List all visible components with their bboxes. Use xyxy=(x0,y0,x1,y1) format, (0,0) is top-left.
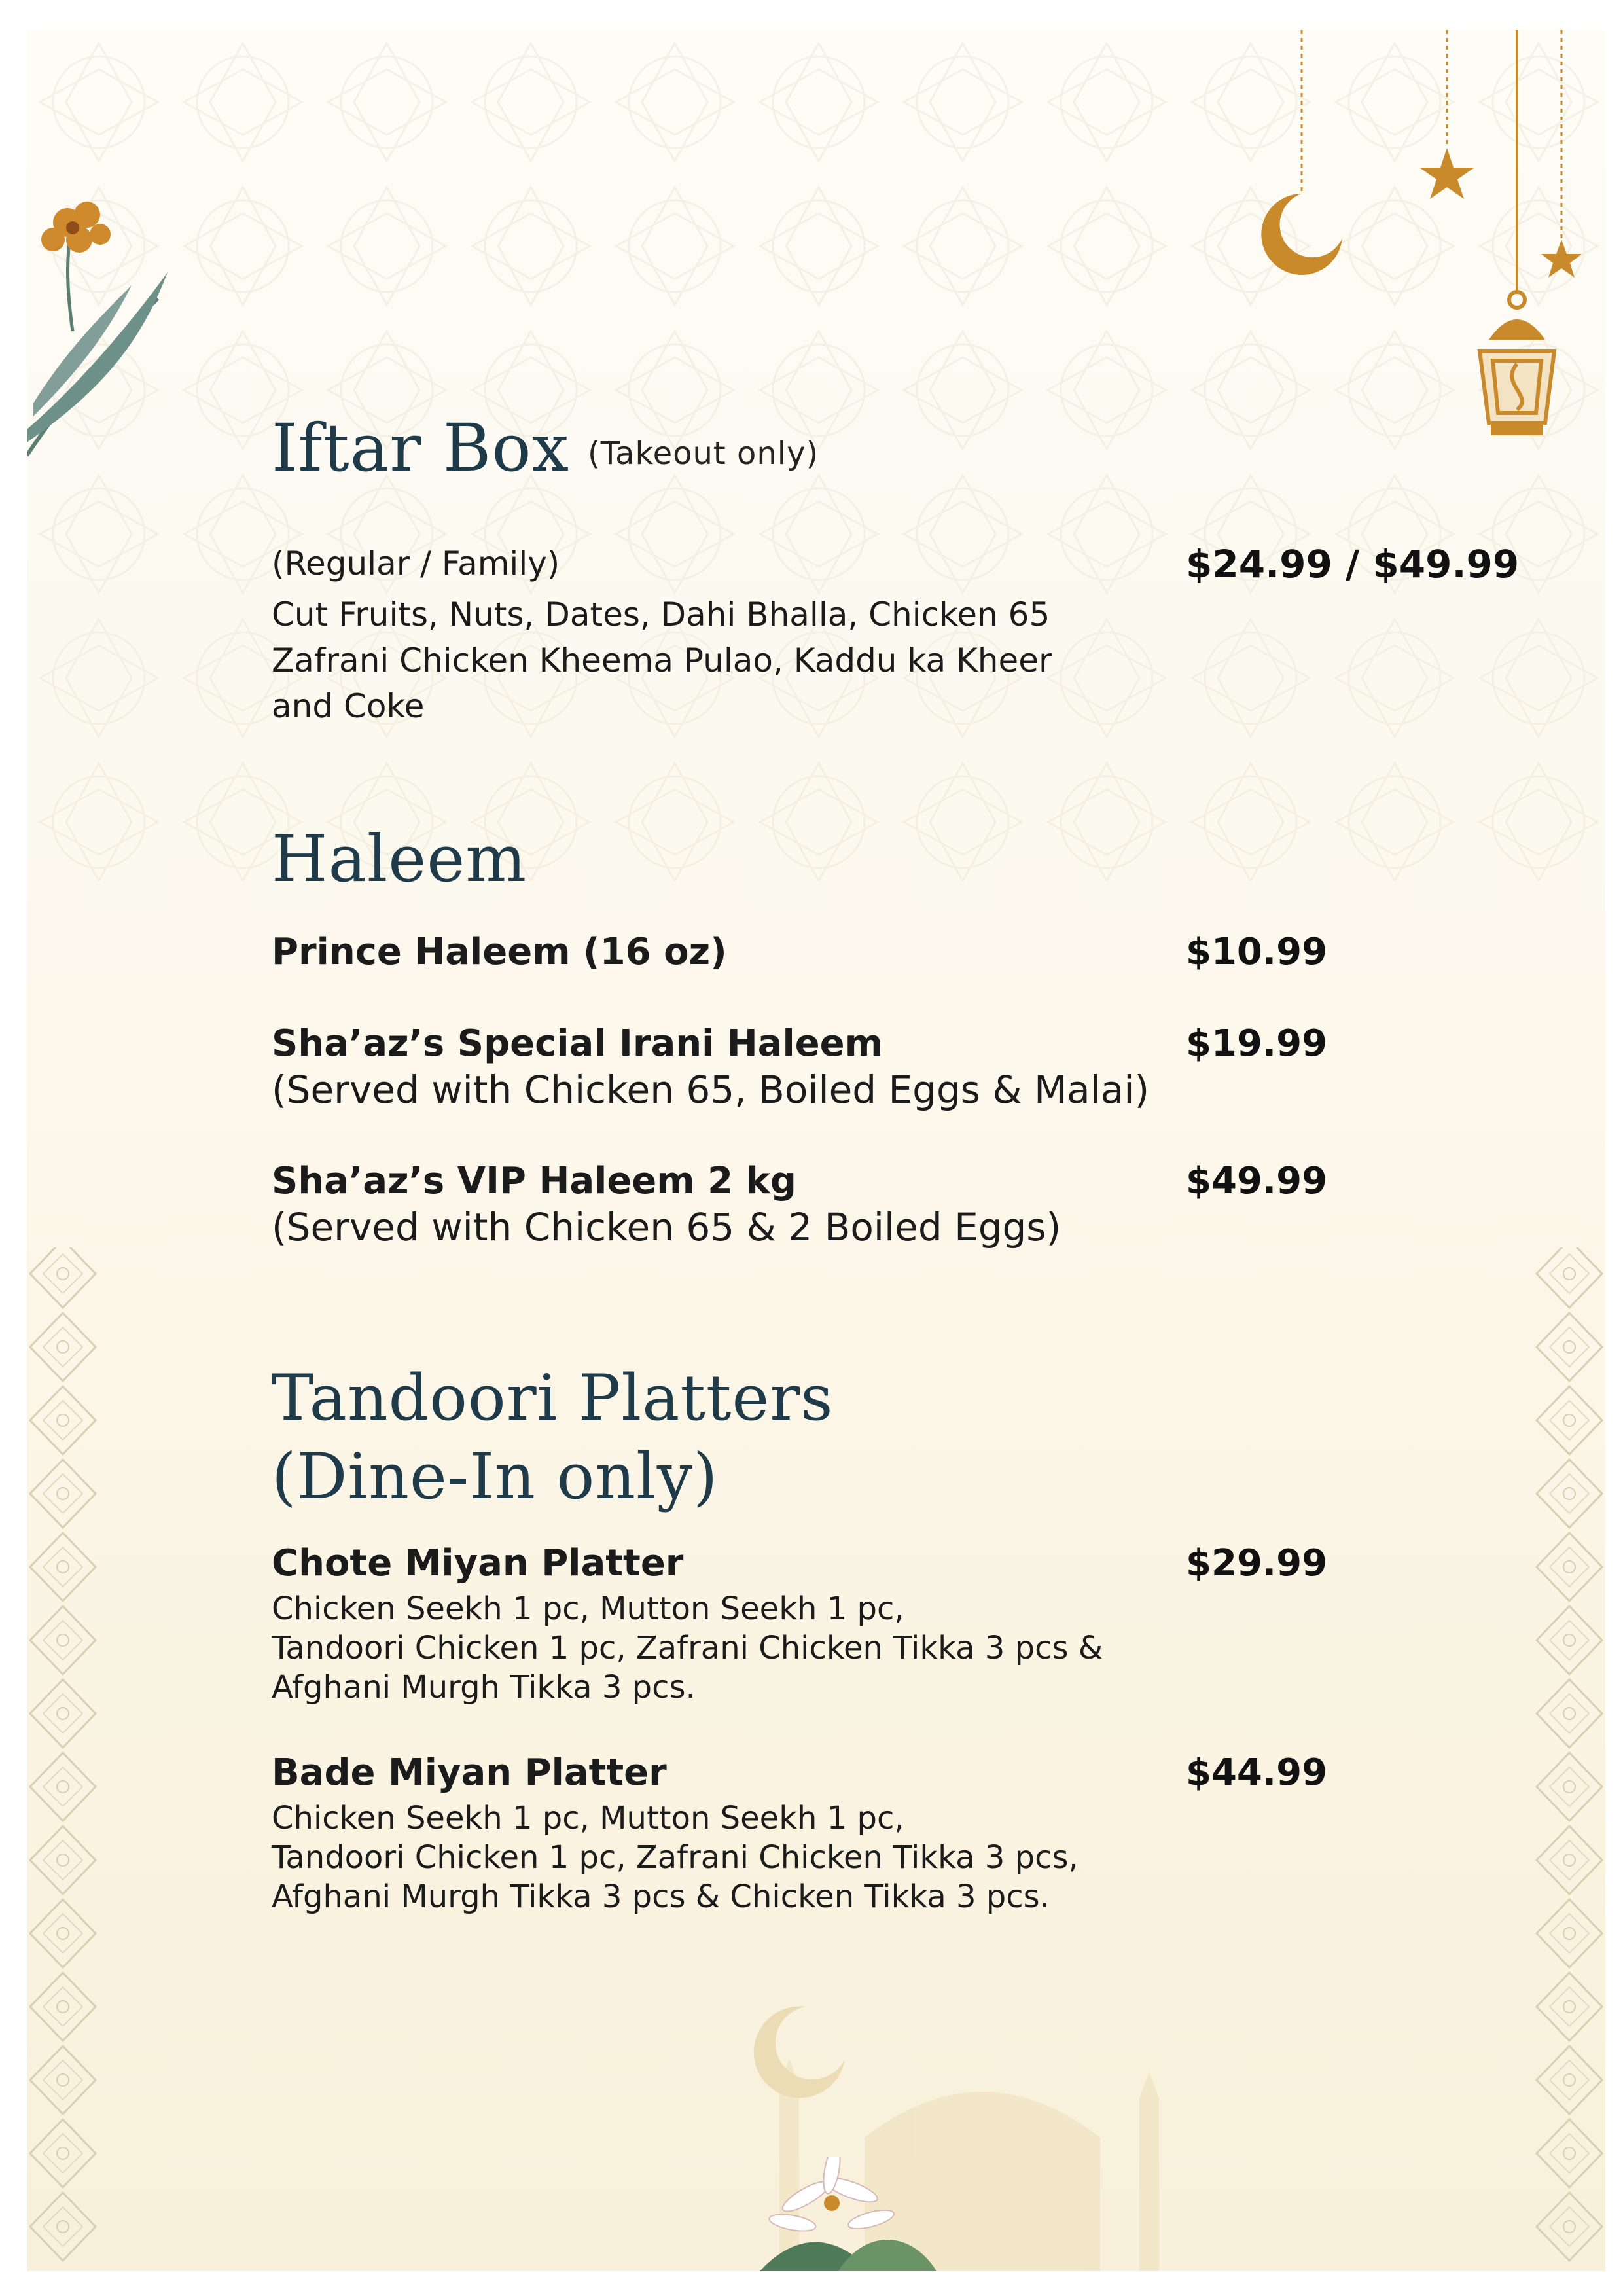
star-icon xyxy=(1419,148,1474,199)
diamond-ornament-icon xyxy=(1537,1679,1602,1748)
tandoori-title: Tandoori Platters xyxy=(272,1361,834,1435)
diamond-ornament-icon xyxy=(1537,1313,1602,1381)
menu-page xyxy=(27,30,1605,2271)
menu-item-desc: Afghani Murgh Tikka 3 pcs & Chicken Tikka 3 pcs. xyxy=(272,1878,1050,1915)
iftar-box-desc-2: Zafrani Chicken Kheema Pulao, Kaddu ka Kheer xyxy=(272,641,1052,679)
diamond-ornament-icon xyxy=(1537,1973,1602,2041)
menu-item-subtitle: (Served with Chicken 65 & 2 Boiled Eggs) xyxy=(272,1205,1061,1249)
menu-item-price: $49.99 xyxy=(1186,1160,1328,1202)
diamond-ornament-icon xyxy=(30,1826,96,1894)
diamond-ornament-icon xyxy=(30,1386,96,1454)
diamond-ornament-icon xyxy=(1537,1247,1602,1308)
menu-item-desc: Chicken Seekh 1 pc, Mutton Seekh 1 pc, xyxy=(272,1590,904,1627)
iftar-box-price: $24.99 / $49.99 xyxy=(1186,542,1520,586)
menu-item-desc: Afghani Murgh Tikka 3 pcs. xyxy=(272,1669,696,1706)
diamond-ornament-icon xyxy=(30,1313,96,1381)
diamond-ornament-icon xyxy=(30,1606,96,1674)
diamond-ornament-icon xyxy=(30,1679,96,1748)
diamond-ornament-icon xyxy=(30,2046,96,2114)
tandoori-heading xyxy=(272,1359,833,1516)
star-icon xyxy=(1541,240,1582,278)
diamond-ornament-icon xyxy=(1537,2046,1602,2114)
diamond-ornament-icon xyxy=(1537,2119,1602,2187)
diamond-ornament-icon xyxy=(30,1533,96,1601)
menu-item-name: Bade Miyan Platter xyxy=(272,1751,667,1794)
flower-sprig-icon xyxy=(27,181,177,462)
menu-item-desc: Tandoori Chicken 1 pc, Zafrani Chicken Tikka 3 pcs, xyxy=(272,1839,1079,1876)
diamond-ornament-icon xyxy=(30,1247,96,1308)
menu-item-price: $44.99 xyxy=(1186,1751,1328,1794)
menu-item-desc: Chicken Seekh 1 pc, Mutton Seekh 1 pc, xyxy=(272,1800,904,1837)
iftar-box-note: (Takeout only) xyxy=(588,435,819,472)
menu-item-name: Sha’az’s Special Irani Haleem xyxy=(272,1022,883,1065)
bottom-flower-icon xyxy=(721,2157,943,2271)
diamond-ornament-icon xyxy=(1537,1899,1602,1967)
menu-item-name: Prince Haleem (16 oz) xyxy=(272,931,727,973)
diamond-ornament-icon xyxy=(30,2193,96,2261)
diamond-ornament-icon xyxy=(30,1460,96,1528)
menu-item-name: Chote Miyan Platter xyxy=(272,1542,684,1585)
iftar-box-desc-3: and Coke xyxy=(272,687,425,725)
diamond-ornament-icon xyxy=(30,1753,96,1821)
iftar-box-desc-1: Cut Fruits, Nuts, Dates, Dahi Bhalla, Chicken 65 xyxy=(272,596,1050,634)
diamond-ornament-icon xyxy=(30,1899,96,1967)
crescent-moon-icon xyxy=(1261,194,1342,275)
diamond-ornament-icon xyxy=(1537,1533,1602,1601)
lantern-icon xyxy=(1480,292,1554,433)
menu-item-desc: Tandoori Chicken 1 pc, Zafrani Chicken Tikka 3 pcs & xyxy=(272,1630,1103,1666)
iftar-box-title: Iftar Box xyxy=(272,410,569,486)
diamond-ornament-icon xyxy=(30,2119,96,2187)
iftar-box-sizes: (Regular / Family) xyxy=(272,545,560,583)
tandoori-note: (Dine-In only) xyxy=(272,1440,719,1513)
menu-item-price: $29.99 xyxy=(1186,1542,1328,1585)
diamond-ornament-icon xyxy=(1537,1386,1602,1454)
diamond-border-left xyxy=(27,1247,99,2269)
menu-item-price: $19.99 xyxy=(1186,1022,1328,1065)
haleem-heading: Haleem xyxy=(272,822,527,897)
diamond-ornament-icon xyxy=(1537,2193,1602,2261)
menu-item-subtitle: (Served with Chicken 65, Boiled Eggs & Malai) xyxy=(272,1067,1150,1112)
diamond-ornament-icon xyxy=(30,1973,96,2041)
diamond-border-right xyxy=(1533,1247,1605,2269)
hanging-decor xyxy=(1218,30,1605,449)
diamond-ornament-icon xyxy=(1537,1606,1602,1674)
diamond-ornament-icon xyxy=(1537,1460,1602,1528)
menu-item-price: $10.99 xyxy=(1186,931,1328,973)
menu-item-name: Sha’az’s VIP Haleem 2 kg xyxy=(272,1160,796,1202)
diamond-ornament-icon xyxy=(1537,1753,1602,1821)
diamond-ornament-icon xyxy=(1537,1826,1602,1894)
iftar-box-heading xyxy=(272,410,819,486)
